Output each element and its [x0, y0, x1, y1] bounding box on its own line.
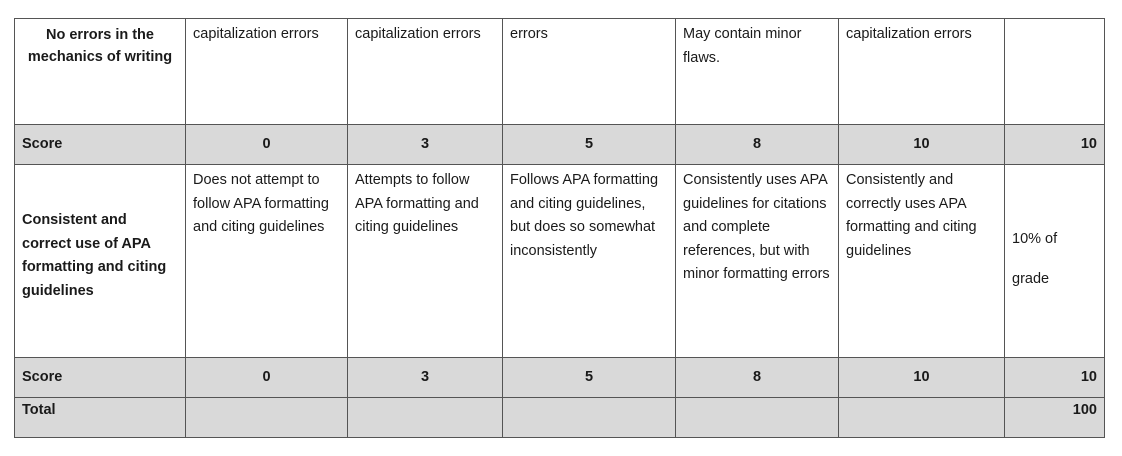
criterion-cell: [15, 19, 186, 125]
table-cell: [503, 165, 676, 358]
total-label: Total: [15, 398, 186, 438]
total-value: 100: [1005, 398, 1105, 438]
score-value: 10: [1005, 358, 1105, 398]
cell-text: [1005, 19, 1104, 23]
table-row: [15, 165, 1105, 358]
table-cell: [676, 165, 839, 358]
rubric-table: [14, 18, 1105, 438]
table-cell: [503, 398, 676, 438]
table-cell: [839, 398, 1005, 438]
score-value: 0: [186, 358, 348, 398]
table-cell: [186, 398, 348, 438]
score-value: 5: [503, 125, 676, 165]
score-row: [15, 125, 1105, 165]
table-cell: [839, 165, 1005, 358]
cell-text: capitalization errors: [193, 26, 319, 42]
table-cell: [348, 398, 503, 438]
table-cell: [348, 19, 503, 125]
criterion-label: Consistent and correct use of APA formatting and citing guidelines: [22, 212, 167, 299]
weight-text: 10% of grade: [1012, 231, 1058, 287]
table-cell: [348, 165, 503, 358]
cell-text: errors: [510, 26, 548, 42]
score-value: 8: [676, 125, 839, 165]
score-value: 10: [1005, 125, 1105, 165]
score-value: 8: [676, 358, 839, 398]
criterion-cell: [15, 165, 186, 358]
score-label: Score: [15, 125, 186, 165]
score-label: Score: [15, 358, 186, 398]
score-value: 10: [839, 358, 1005, 398]
table-cell: [186, 165, 348, 358]
score-value: 5: [503, 358, 676, 398]
cell-text: Attempts to follow APA formatting and citing guidelines: [355, 172, 479, 235]
table-cell: [503, 19, 676, 125]
total-row: [15, 398, 1105, 438]
table-cell: [186, 19, 348, 125]
criterion-label: No errors in the mechanics of writing: [27, 27, 173, 65]
cell-text: Consistently and correctly uses APA formatting and citing guidelines: [846, 172, 977, 259]
cell-text: capitalization errors: [355, 26, 481, 42]
cell-text: Follows APA formatting and citing guidelines, but does so somewhat inconsistently: [510, 172, 659, 259]
table-cell: [1005, 19, 1105, 125]
score-value: 10: [839, 125, 1005, 165]
cell-text: capitalization errors: [846, 26, 972, 42]
cell-text: Consistently uses APA guidelines for citations and complete references, but with minor formatting errors: [683, 172, 830, 282]
score-value: 3: [348, 125, 503, 165]
table-cell: [1005, 165, 1105, 358]
table-cell: [839, 19, 1005, 125]
cell-text: Does not attempt to follow APA formatting and citing guidelines: [193, 172, 329, 235]
table-row: [15, 19, 1105, 125]
score-row: [15, 358, 1105, 398]
table-cell: [676, 398, 839, 438]
cell-text: May contain minor flaws.: [683, 26, 802, 66]
score-value: 0: [186, 125, 348, 165]
score-value: 3: [348, 358, 503, 398]
table-cell: [676, 19, 839, 125]
